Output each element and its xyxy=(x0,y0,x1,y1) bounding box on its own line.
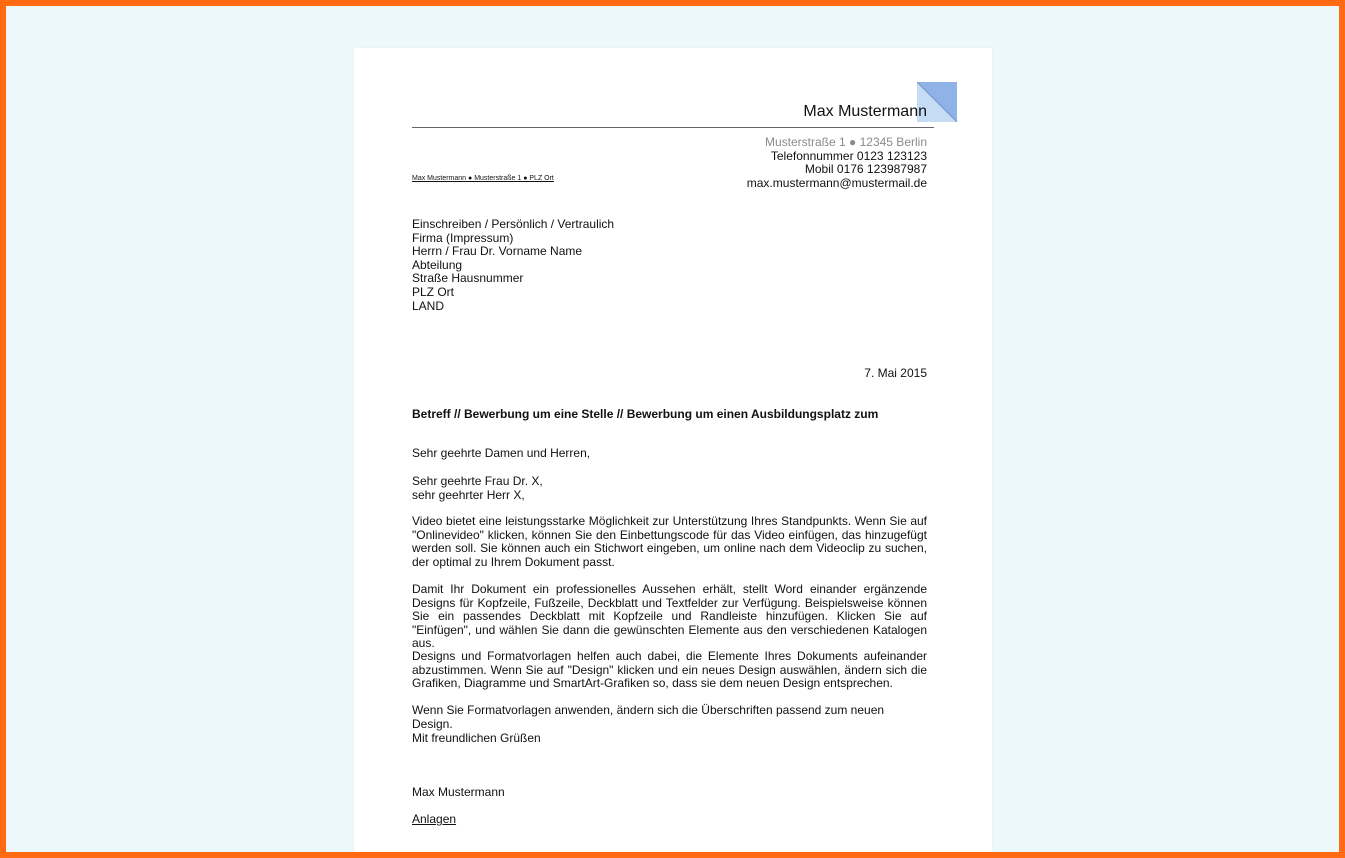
salutation-alternative xyxy=(412,475,927,502)
signature-name: Max Mustermann xyxy=(412,785,505,799)
recipient-line: LAND xyxy=(412,298,445,313)
attachments-label: Anlagen xyxy=(412,812,457,826)
body-paragraph: Wenn Sie Formatvorlagen anwenden, ändern sich die Überschriften passend zum neuen Design. xyxy=(412,703,885,731)
recipient-line: Firma (Impressum) xyxy=(412,230,514,245)
letter-subject: Betreff // Bewerbung um eine Stelle // Bewerbung um einen Ausbildungsplatz zum xyxy=(412,407,879,421)
closing-phrase: Mit freundlichen Grüßen xyxy=(412,731,541,745)
body-paragraph: Video bietet eine leistungsstarke Möglichkeit zur Unterstützung Ihres Standpunkts. Wenn Sie auf "Onlinevideo" klicken, können Sie den Einbettungscode für das Video einfügen, das hinzugefügt werden soll. Sie können auch ein Stichwort eingeben, um online nach dem Videoclip zu suchen, der optimal zu Ihrem Dokument passt. xyxy=(412,514,927,569)
recipient-address-block xyxy=(412,218,614,313)
sender-address: Musterstraße 1 ● 12345 Berlin xyxy=(765,135,927,149)
salutation-alt-line: Sehr geehrte Frau Dr. X, xyxy=(412,474,543,488)
recipient-line: PLZ Ort xyxy=(412,284,455,299)
salutation-alt-line: sehr geehrter Herr X, xyxy=(412,487,525,502)
recipient-line: Straße Hausnummer xyxy=(412,271,524,286)
recipient-line: Herrn / Frau Dr. Vorname Name xyxy=(412,244,583,259)
sender-mobile: Mobil 0176 123987987 xyxy=(804,162,927,177)
body-paragraph: Damit Ihr Dokument ein professionelles Aussehen erhält, stellt Word einander ergänzende Designs für Kopfzeile, Fußzeile, Deckblatt und Textfelder zur Verfügung. Beispielsweise können Sie ein passendes Deckblatt mit Kopfzeile und Randleiste hinzufügen. Klicken Sie auf "Einfügen", und wählen Sie dann die gewünschten Elemente aus den verschiedenen Katalogen aus. xyxy=(412,582,927,651)
sender-contact-block xyxy=(700,136,927,190)
body-paragraph: Designs und Formatvorlagen helfen auch dabei, die Elemente Ihres Dokuments aufeinander abzustimmen. Wenn Sie auf "Design" klicken und ein neues Design auswählen, ändern sich die Grafiken, Diagramme und SmartArt-Grafiken so, dass sie dem neuen Design entsprechen. xyxy=(412,649,927,691)
recipient-line: Einschreiben / Persönlich / Vertraulich xyxy=(412,217,615,231)
return-address-line: Max Mustermann ● Musterstraße 1 ● PLZ Ort xyxy=(412,175,554,182)
sender-name: Max Mustermann xyxy=(803,103,927,120)
sender-phone: Telefonnummer 0123 123123 xyxy=(770,148,927,163)
recipient-line: Abteilung xyxy=(412,257,463,272)
header-divider xyxy=(412,127,934,128)
salutation: Sehr geehrte Damen und Herren, xyxy=(412,446,591,460)
letter-date: 7. Mai 2015 xyxy=(864,366,927,380)
sender-email: max.mustermann@mustermail.de xyxy=(746,175,927,190)
